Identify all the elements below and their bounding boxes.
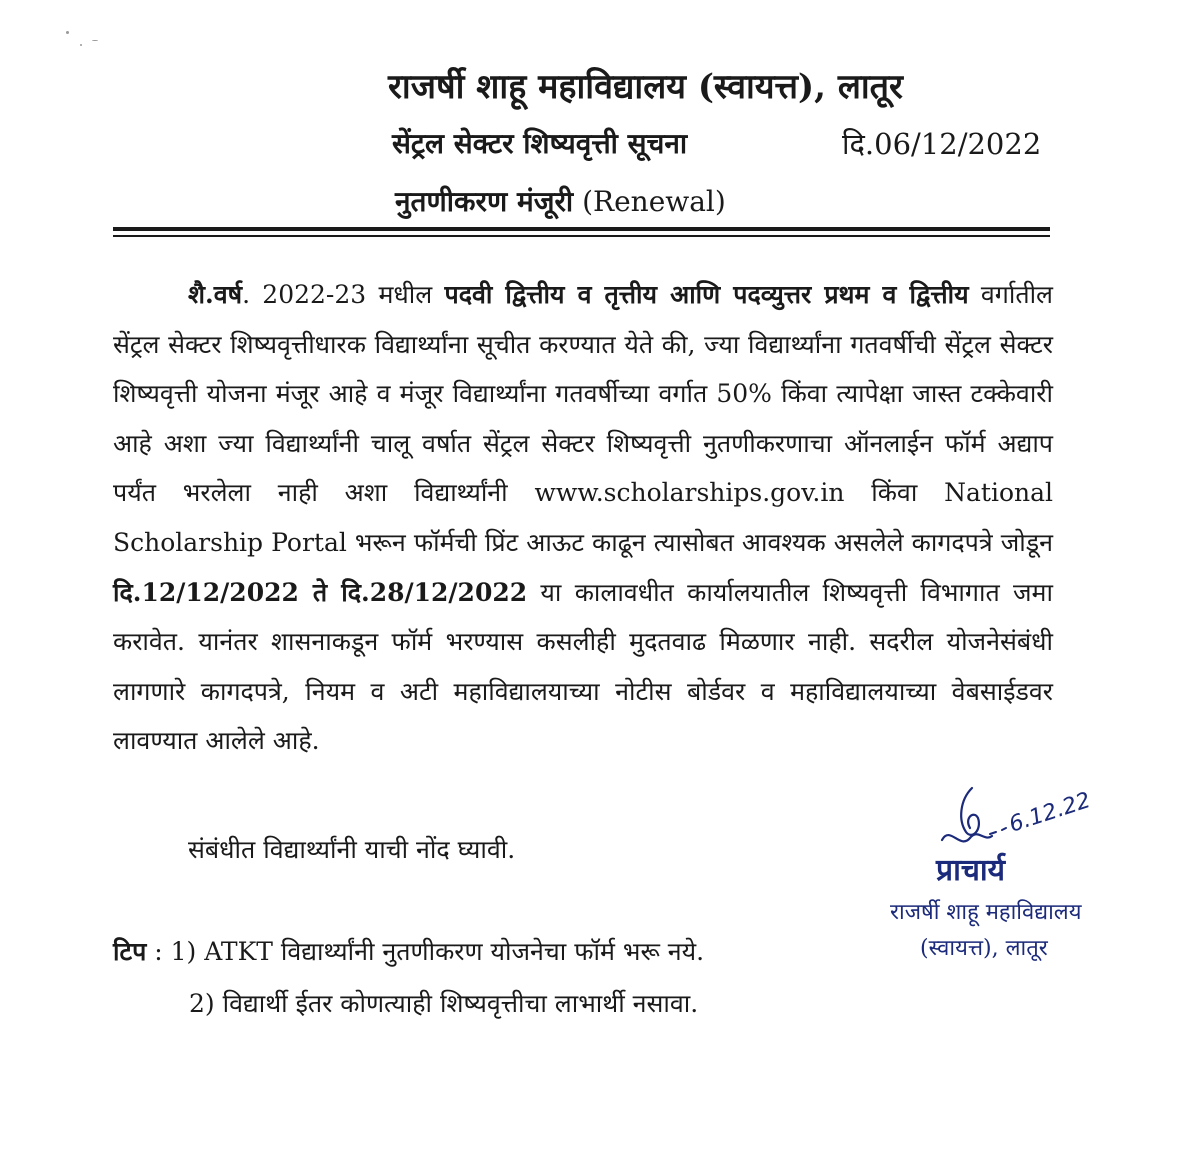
notice-body	[113, 270, 1053, 766]
renewal-heading	[395, 182, 726, 220]
academic-year-label: शै.वर्ष	[188, 280, 243, 309]
closing-line: संबंधीत विद्यार्थ्यांनी याची नोंद घ्यावी.	[188, 835, 516, 864]
tip-row-2	[113, 978, 704, 1030]
tip-separator: :	[146, 937, 171, 966]
notice-subtitle: सेंट्रल सेक्टर शिष्यवृत्ती सूचना	[392, 127, 688, 160]
renewal-english: (Renewal)	[582, 185, 726, 218]
header-rule-thick	[113, 227, 1050, 231]
scan-speck	[80, 44, 82, 46]
tip-item-1: 1) ATKT विद्यार्थ्यांनी नुतणीकरण योजनेचा फॉर्म भरू नये.	[170, 937, 705, 966]
header-rule-thin	[113, 235, 1050, 237]
tip-label: टिप	[113, 937, 147, 966]
body-text-1: . 2022-23 मधील	[242, 280, 445, 309]
notice-date: दि.06/12/2022	[842, 127, 1042, 161]
scan-speck	[92, 40, 98, 41]
eligible-classes: पदवी द्वित्तीय व तृत्तीय आणि पदव्युत्तर प्रथम व द्वित्तीय	[444, 280, 969, 309]
signature-date: 6.12.22	[1006, 787, 1094, 838]
stamp-title: प्राचार्य	[936, 853, 1006, 888]
stamp-college-name: राजर्षी शाहू महाविद्यालय	[890, 900, 1082, 925]
college-title: राजर्षी शाहू महाविद्यालय (स्वायत्त), लातूर	[388, 67, 903, 107]
submission-date-range: दि.12/12/2022 ते दि.28/12/2022	[113, 577, 528, 607]
stamp-college-place: (स्वायत्त), लातूर	[920, 936, 1048, 961]
body-text-3: या कालावधीत कार्यालयातील शिष्यवृत्ती विभागात जमा करावेत. यानंतर शासनाकडून फॉर्म भरण्यास कसलीही मुदतवाढ मिळणार नाही. सदरील योजनेसंबंधी लागणारे कागदपत्रे, नियम व अटी महाविद्यालयाच्या नोटीस बोर्डवर व महाविद्यालयाच्या वेबसाईडवर लावण्यात आलेले आहे.	[113, 577, 1053, 756]
tip-row-1	[113, 926, 704, 978]
tip-item-2: 2) विद्यार्थी ईतर कोणत्याही शिष्यवृत्तीचा लाभार्थी नसावा.	[189, 989, 699, 1018]
tips-section	[113, 926, 704, 1030]
scan-speck	[66, 31, 69, 34]
renewal-marathi: नुतणीकरण मंजूरी	[395, 185, 574, 218]
body-text-2: वर्गातील सेंट्रल सेक्टर शिष्यवृत्तीधारक विद्यार्थ्यांना सूचीत करण्यात येते की, ज्या विद्यार्थ्यांना गतवर्षीची सेंट्रल सेक्टर शिष्यवृत्ती योजना मंजूर आहे व मंजूर विद्यार्थ्यांना गतवर्षीच्या वर्गात 50% किंवा त्यापेक्षा जास्त टक्केवारी आहे अशा ज्या विद्यार्थ्यांनी चालू वर्षात सेंट्रल सेक्टर शिष्यवृत्ती नुतणीकरणाचा ऑनलाईन फॉर्म अद्याप पर्यंत भरलेला नाही अशा विद्यार्थ्यांनी www.scholarships.gov.in किंवा National Scholarship Portal भरून फॉर्मची प्रिंट आऊट काढून त्यासोबत आवश्यक असलेले कागदपत्रे जोडून	[113, 280, 1053, 557]
